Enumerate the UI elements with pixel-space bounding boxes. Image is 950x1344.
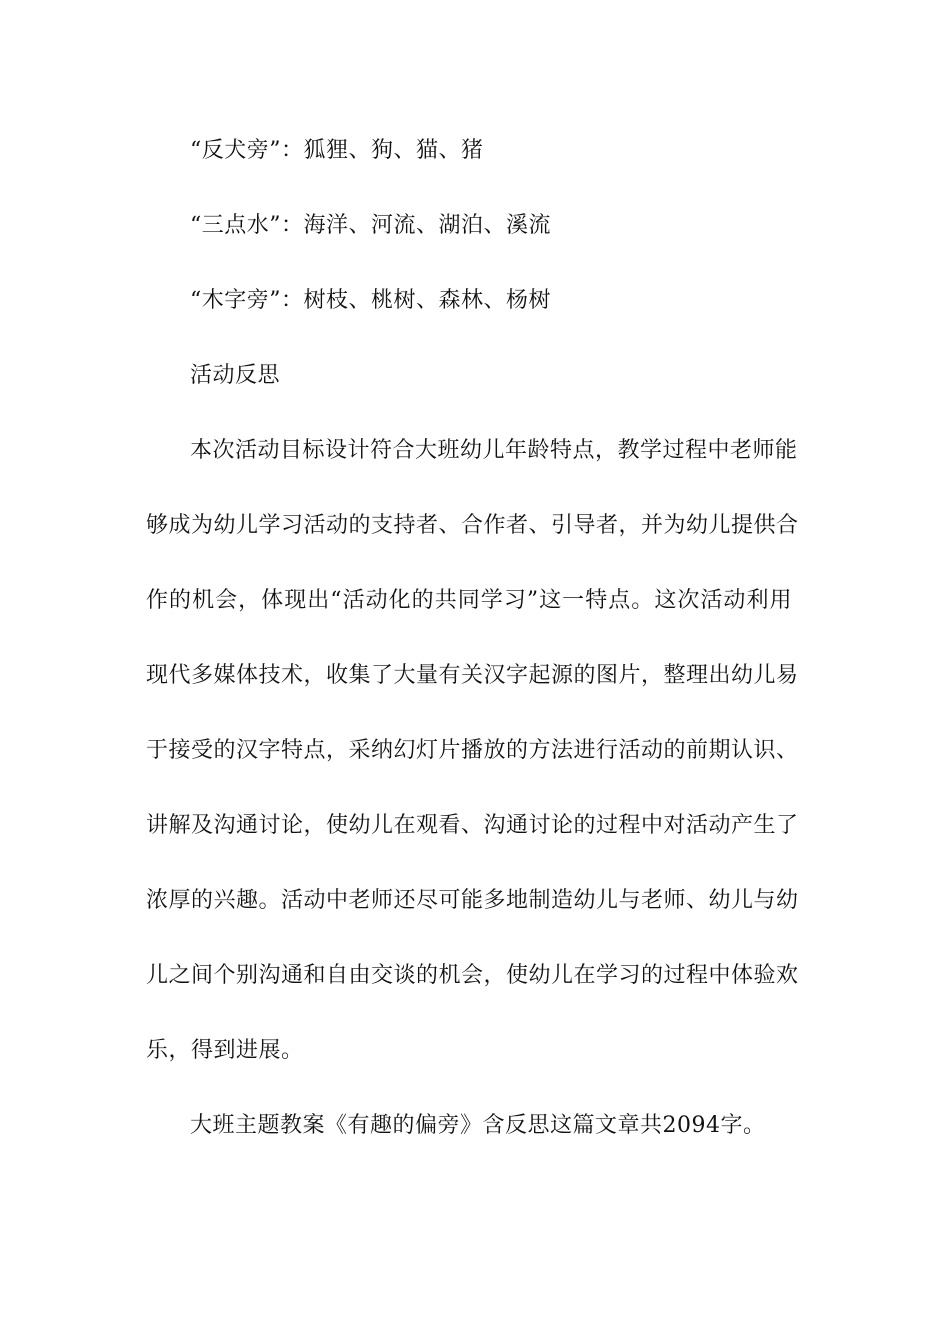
reflection-paragraph-line: 本次活动目标设计符合大班幼儿年龄特点，教学过程中老师能 bbox=[190, 438, 798, 463]
reflection-paragraph-line: 浓厚的兴趣。活动中老师还尽可能多地制造幼儿与老师、幼儿与幼 bbox=[146, 888, 799, 913]
reflection-paragraph-line: 于接受的汉字特点，采纳幻灯片播放的方法进行活动的前期认识、 bbox=[146, 738, 799, 763]
radical-example-line: “三点水”：海洋、河流、湖泊、溪流 bbox=[190, 213, 551, 238]
section-heading: 活动反思 bbox=[190, 363, 281, 388]
article-word-count-note: 大班主题教案《有趣的偏旁》含反思这篇文章共2094字。 bbox=[190, 1113, 766, 1138]
reflection-paragraph-line: 现代多媒体技术，收集了大量有关汉字起源的图片，整理出幼儿易 bbox=[146, 663, 799, 688]
reflection-paragraph-line: 讲解及沟通讨论，使幼儿在观看、沟通讨论的过程中对活动产生了 bbox=[146, 813, 799, 838]
reflection-paragraph-line: 够成为幼儿学习活动的支持者、合作者、引导者，并为幼儿提供合 bbox=[146, 513, 799, 538]
reflection-paragraph-line: 乐，得到进展。 bbox=[146, 1038, 304, 1063]
reflection-paragraph-line: 作的机会，体现出“活动化的共同学习”这一特点。这次活动利用 bbox=[146, 588, 792, 613]
reflection-paragraph-line: 儿之间个别沟通和自由交谈的机会，使幼儿在学习的过程中体验欢 bbox=[146, 963, 799, 988]
radical-example-line: “木字旁”：树枝、桃树、森林、杨树 bbox=[190, 288, 551, 313]
radical-example-line: “反犬旁”：狐狸、狗、猫、猪 bbox=[190, 138, 484, 163]
